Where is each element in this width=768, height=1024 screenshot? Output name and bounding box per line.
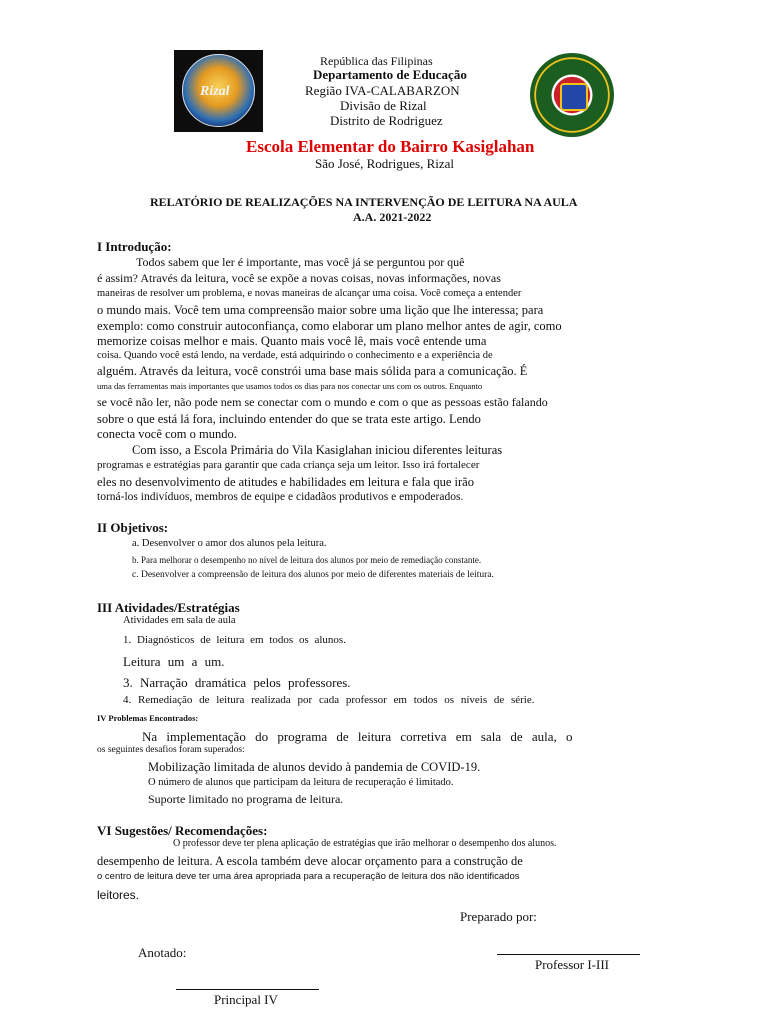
problem-item: Mobilização limitada de alunos devido à pandemia de COVID-19. (148, 760, 481, 774)
intro-line: exemplo: como construir autoconfiança, como elaborar um plano melhor antes de agir, como (97, 319, 562, 333)
activities-heading: III Atividades/Estratégias (97, 600, 240, 615)
header-region: Região IVA-CALABARZON (305, 83, 460, 98)
suggestion-line: o centro de leitura deve ter uma área apropriada para a recuperação de leitura dos não identificados (97, 871, 520, 882)
intro-line: conecta você com o mundo. (97, 427, 237, 441)
header-department: Departamento de Educação (313, 67, 467, 82)
suggestion-line: leitores. (97, 888, 140, 902)
intro-line: se você não ler, não pode nem se conectar com o mundo e com o que as pessoas estão falando (97, 395, 548, 409)
report-title: RELATÓRIO DE REALIZAÇÕES NA INTERVENÇÃO DE LEITURA NA AULA (150, 195, 578, 209)
problems-heading: IV Problemas Encontrados: (97, 713, 199, 723)
intro-line: Todos sabem que ler é importante, mas você já se perguntou por quê (136, 255, 465, 269)
objective-item: c. Desenvolver a compreensão de leitura dos alunos por meio de diferentes materiais de leitura. (132, 570, 494, 580)
intro-line: Com isso, a Escola Primária do Vila Kasiglahan iniciou diferentes leituras (132, 443, 503, 457)
objectives-heading: II Objetivos: (97, 520, 169, 535)
header-republic: República das Filipinas (320, 54, 433, 68)
school-seal-logo (530, 53, 614, 137)
intro-line: alguém. Através da leitura, você constrói uma base mais sólida para a comunicação. É (97, 364, 528, 378)
suggestion-line: O professor deve ter plena aplicação de estratégias que irão melhorar o desempenho dos alunos. (173, 838, 557, 849)
intro-line: torná-los indivíduos, membros de equipe e cidadãos produtivos e empoderados. (97, 491, 464, 503)
activity-item: Leitura um a um. (123, 654, 225, 669)
objective-item: a. Desenvolver o amor dos alunos pela leitura. (132, 538, 327, 549)
teacher-signature-line (497, 954, 640, 955)
intro-line: é assim? Através da leitura, você se expõe a novas coisas, novas informações, novas (97, 271, 501, 285)
school-year: A.A. 2021-2022 (353, 210, 432, 224)
activity-item: 3. Narração dramática pelos professores. (123, 675, 351, 690)
problem-item: O número de alunos que participam da leitura de recuperação é limitado. (148, 777, 454, 788)
intro-line: maneiras de resolver um problema, e novas maneiras de alcançar uma coisa. Você começa a entender (97, 288, 522, 299)
noted-label: Anotado: (138, 945, 187, 960)
school-address: São José, Rodrigues, Rizal (315, 156, 455, 171)
suggestions-heading: VI Sugestões/ Recomendações: (97, 823, 268, 838)
activity-item: 4. Remediação de leitura realizada por cada professor em todos os níveis de série. (123, 694, 535, 706)
intro-heading: I Introdução: (97, 239, 172, 254)
deped-rizal-logo (174, 50, 263, 132)
intro-line: memorize coisas melhor e mais. Quanto mais você lê, mais você entende uma (97, 334, 487, 348)
book-emblem-icon (560, 83, 588, 111)
suggestion-line: desempenho de leitura. A escola também deve alocar orçamento para a construção de (97, 854, 523, 868)
intro-line: uma das ferramentas mais importantes que usamos todos os dias para nos conectar uns com os outros. Enquanto (97, 381, 483, 391)
prepared-by-label: Preparado por: (460, 909, 537, 924)
header-division: Divisão de Rizal (340, 98, 427, 113)
principal-title: Principal IV (214, 992, 278, 1007)
objective-item: b. Para melhorar o desempenho no nível de leitura dos alunos por meio de remediação constante. (132, 555, 482, 565)
problems-intro: os seguintes desafios foram superados: (97, 745, 245, 755)
intro-line: sobre o que está lá fora, incluindo entender do que se trata este artigo. Lendo (97, 412, 481, 426)
activities-subheading: Atividades em sala de aula (123, 615, 236, 626)
problem-item: Suporte limitado no programa de leitura. (148, 792, 344, 806)
activity-item: 1. Diagnósticos de leitura em todos os alunos. (123, 634, 346, 646)
principal-signature-line (176, 989, 319, 990)
school-name: Escola Elementar do Bairro Kasiglahan (246, 137, 535, 156)
intro-line: o mundo mais. Você tem uma compreensão maior sobre uma lição que lhe interessa; para (97, 303, 544, 317)
intro-line: coisa. Quando você está lendo, na verdade, está adquirindo o conhecimento e a experiência de (97, 350, 493, 361)
header-district: Distrito de Rodriguez (330, 113, 443, 128)
intro-line: eles no desenvolvimento de atitudes e habilidades em leitura e fala que irão (97, 475, 474, 489)
teacher-title: Professor I-III (535, 957, 610, 972)
logo-text: Rizal (200, 84, 230, 99)
intro-line: programas e estratégias para garantir que cada criança seja um leitor. Isso irá fortalecer (97, 459, 480, 471)
problems-intro: Na implementação do programa de leitura corretiva em sala de aula, o (142, 729, 573, 744)
